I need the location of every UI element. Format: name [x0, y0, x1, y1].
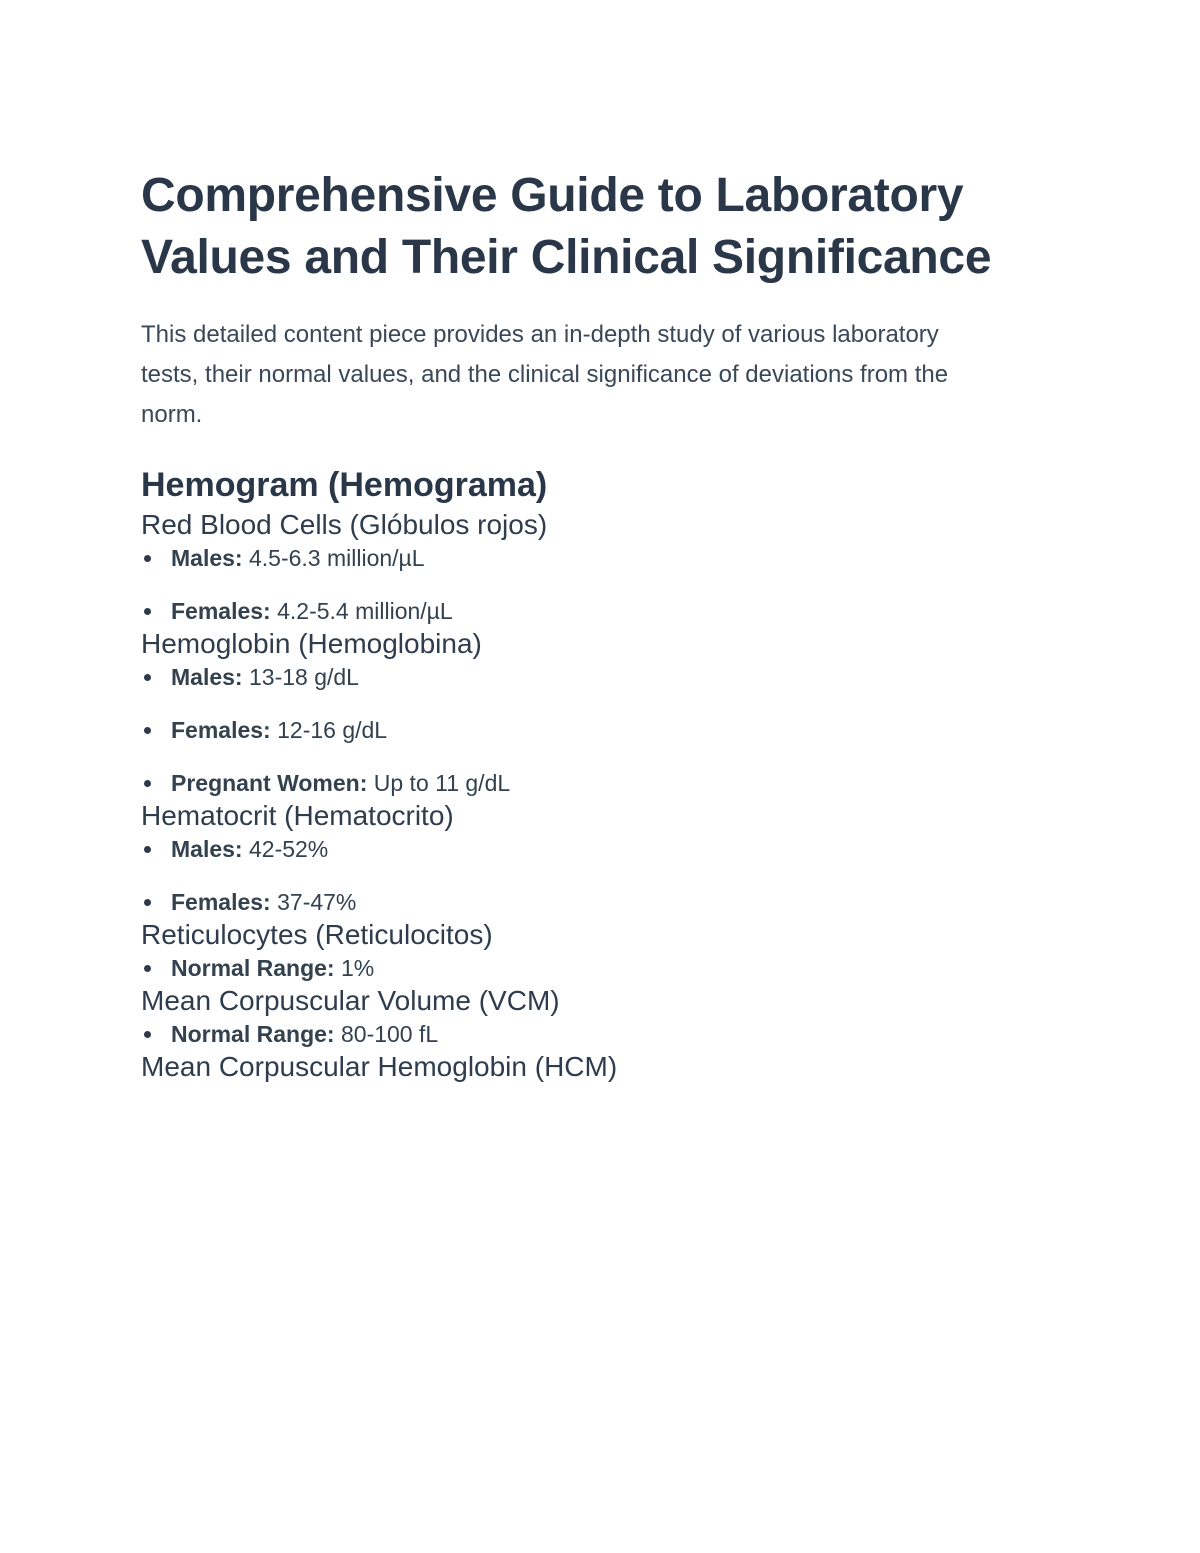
section-heading-hemogram: Hemogram (Hemograma): [141, 466, 548, 504]
subheading-mean-corpuscular-volume: Mean Corpuscular Volume (VCM): [141, 985, 560, 1016]
item-value: 37-47%: [270, 889, 357, 915]
item-value: 1%: [334, 955, 375, 981]
item-label: Males:: [171, 545, 243, 571]
list-item: [141, 834, 1021, 864]
value-list-hematocrit: [141, 834, 1021, 917]
list-item: [141, 768, 1021, 798]
item-value: 4.2-5.4 million/µL: [270, 598, 453, 624]
item-label: Females:: [171, 889, 271, 915]
item-label: Males:: [171, 664, 243, 690]
item-label: Pregnant Women:: [171, 770, 368, 796]
subheading-red-blood-cells: Red Blood Cells (Glóbulos rojos): [141, 509, 548, 540]
subheading-hematocrit: Hematocrit (Hematocrito): [141, 800, 454, 831]
intro-paragraph: This detailed content piece provides an in-depth study of various laboratory tests, their normal values, and the clinical significance of deviations from the norm.: [141, 321, 949, 428]
list-item: [141, 596, 1021, 626]
item-label: Females:: [171, 717, 271, 743]
item-label: Females:: [171, 598, 271, 624]
item-label: Normal Range:: [171, 1021, 335, 1047]
item-value: Up to 11 g/dL: [367, 770, 511, 796]
item-label: Normal Range:: [171, 955, 335, 981]
item-value: 13-18 g/dL: [242, 664, 359, 690]
list-item: [141, 543, 1021, 573]
item-value: 4.5-6.3 million/µL: [242, 545, 425, 571]
subheading-hemoglobin: Hemoglobin (Hemoglobina): [141, 628, 482, 659]
subheading-reticulocytes: Reticulocytes (Reticulocitos): [141, 919, 493, 950]
item-value: 42-52%: [242, 836, 329, 862]
value-list-red-blood-cells: [141, 543, 1021, 626]
value-list-mean-corpuscular-volume: [141, 1019, 1021, 1049]
list-item: [141, 1019, 1021, 1049]
list-item: [141, 715, 1021, 745]
list-item: [141, 953, 1021, 983]
item-value: 80-100 fL: [334, 1021, 439, 1047]
value-list-hemoglobin: [141, 662, 1021, 798]
list-item: [141, 887, 1021, 917]
page-title: Comprehensive Guide to Laboratory Values and Their Clinical Significance: [141, 169, 992, 284]
item-value: 12-16 g/dL: [270, 717, 388, 743]
list-item: [141, 662, 1021, 692]
item-label: Males:: [171, 836, 243, 862]
document-page: [141, 165, 1021, 1085]
subheading-mean-corpuscular-hemoglobin: Mean Corpuscular Hemoglobin (HCM): [141, 1051, 618, 1082]
value-list-reticulocytes: [141, 953, 1021, 983]
